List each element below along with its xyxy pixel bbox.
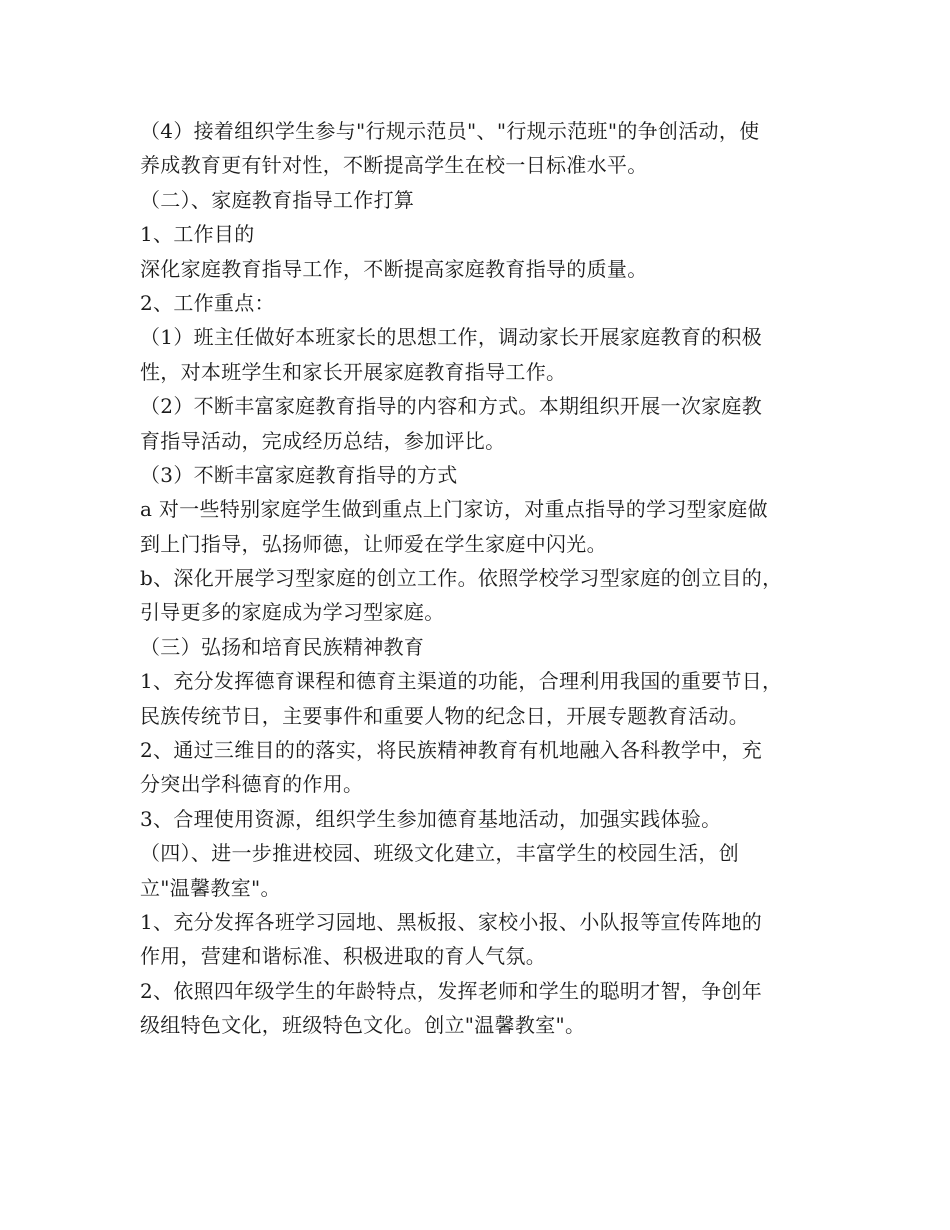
text-line: 2、依照四年级学生的年龄特点，发挥老师和学生的聪明才智，争创年 <box>140 978 763 1003</box>
text-line: 2、通过三维目的的落实，将民族精神教育有机地融入各科教学中，充 <box>140 738 763 763</box>
subsection-heading: 2、工作重点： <box>140 290 275 315</box>
text-line: a 对一些特别家庭学生做到重点上门家访，对重点指导的学习型家庭做 <box>140 497 768 522</box>
text-line: 立"温馨教室"。 <box>140 875 281 900</box>
text-line: 养成教育更有针对性，不断提高学生在校一日标准水平。 <box>140 153 648 178</box>
text-line: 分突出学科德育的作用。 <box>140 772 364 797</box>
text-line: 育指导活动，完成经历总结，参加评比。 <box>140 428 506 453</box>
text-line: （3）不断丰富家庭教育指导的方式 <box>140 462 458 487</box>
text-line: b、深化开展学习型家庭的创立工作。依照学校学习型家庭的创立目的， <box>140 566 783 591</box>
text-line: 1、充分发挥德育课程和德育主渠道的功能，合理利用我国的重要节日， <box>140 669 783 694</box>
text-line: 1、充分发挥各班学习园地、黑板报、家校小报、小队报等宣传阵地的 <box>140 909 763 934</box>
text-line: 引导更多的家庭成为学习型家庭。 <box>140 600 445 625</box>
text-line: （2）不断丰富家庭教育指导的内容和方式。本期组织开展一次家庭教 <box>140 394 763 419</box>
section-heading: （四）、进一步推进校园、班级文化建立，丰富学生的校园生活，创 <box>140 841 739 866</box>
section-heading: （二）、家庭教育指导工作打算 <box>140 187 415 212</box>
text-line: （1）班主任做好本班家长的思想工作，调动家长开展家庭教育的积极 <box>140 325 763 350</box>
text-line: 性，对本班学生和家长开展家庭教育指导工作。 <box>140 359 567 384</box>
document-body <box>140 114 830 1043</box>
subsection-heading: 1、工作目的 <box>140 222 255 247</box>
text-line: 民族传统节日，主要事件和重要人物的纪念日，开展专题教育活动。 <box>140 703 749 728</box>
text-line: （4）接着组织学生参与"行规示范员"、"行规示范班"的争创活动，使 <box>140 119 760 143</box>
section-heading: （三）弘扬和培育民族精神教育 <box>140 634 425 659</box>
text-line: 3、合理使用资源，组织学生参加德育基地活动，加强实践体验。 <box>140 806 722 831</box>
text-line: 级组特色文化，班级特色文化。创立"温馨教室"。 <box>140 1013 586 1038</box>
text-line: 深化家庭教育指导工作，不断提高家庭教育指导的质量。 <box>140 256 648 281</box>
text-line: 作用，营建和谐标准、积极进取的育人气氛。 <box>140 944 546 969</box>
text-line: 到上门指导，弘扬师德，让师爱在学生家庭中闪光。 <box>140 531 607 556</box>
